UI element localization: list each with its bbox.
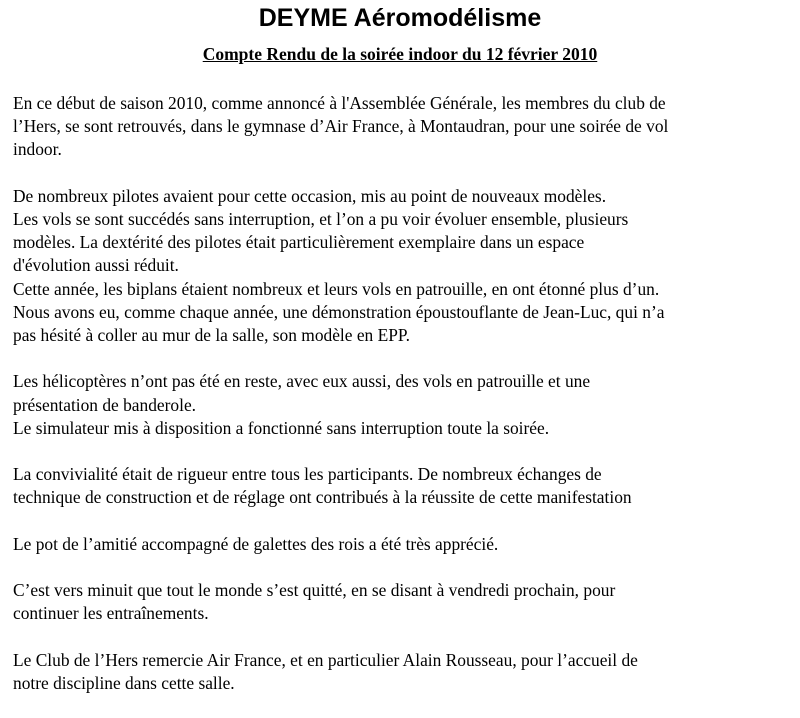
- paragraph-pot: [13, 533, 797, 556]
- text-line: présentation de banderole.: [13, 394, 197, 415]
- text-line: De nombreux pilotes avaient pour cette occasion, mis au point de nouveaux modèles.: [13, 185, 607, 206]
- page-title: DEYME Aéromodélisme: [258, 4, 542, 32]
- paragraph-helicopters: [13, 370, 797, 440]
- text-line: Le Club de l’Hers remercie Air France, et en particulier Alain Rousseau, pour l’accueil de: [13, 649, 638, 670]
- text-line: En ce début de saison 2010, comme annoncé à l'Assemblée Générale, les membres du club de: [13, 93, 666, 113]
- paragraph-pilots: [13, 185, 797, 347]
- article-body: [13, 92, 797, 718]
- text-line: indoor.: [13, 139, 62, 160]
- text-line: C’est vers minuit que tout le monde s’est quitté, en se disant à vendredi prochain, pour: [13, 580, 616, 601]
- text-line: pas hésité à coller au mur de la salle, son modèle en EPP.: [13, 325, 410, 346]
- text-line: l’Hers, se sont retrouvés, dans le gymnase d’Air France, à Montaudran, pour une soirée de vol: [13, 116, 669, 137]
- page-subtitle: Compte Rendu de la soirée indoor du 12 février 2010: [202, 44, 598, 64]
- text-line: Cette année, les biplans étaient nombreux et leurs vols en patrouille, en ont étonné plus d’un.: [13, 278, 660, 299]
- paragraph-intro: [13, 92, 797, 162]
- text-line: Le pot de l’amitié accompagné de galettes des rois a été très apprécié.: [13, 533, 499, 554]
- text-line: Nous avons eu, comme chaque année, une démonstration époustouflante de Jean-Luc, qui n’a: [13, 301, 665, 322]
- text-line: notre discipline dans cette salle.: [13, 672, 235, 693]
- text-line: modèles. La dextérité des pilotes était particulièrement exemplaire dans un espace: [13, 232, 585, 253]
- text-line: continuer les entraînements.: [13, 603, 209, 624]
- text-line: Les hélicoptères n’ont pas été en reste, avec eux aussi, des vols en patrouille et une: [13, 371, 591, 392]
- paragraph-midnight: [13, 579, 797, 625]
- text-line: d'évolution aussi réduit.: [13, 255, 179, 276]
- text-line: La convivialité était de rigueur entre tous les participants. De nombreux échanges de: [13, 464, 602, 485]
- text-line: Les vols se sont succédés sans interruption, et l’on a pu voir évoluer ensemble, plusieurs: [13, 209, 629, 229]
- paragraph-conviviality: [13, 463, 797, 509]
- text-line: technique de construction et de réglage ont contribués à la réussite de cette manifestation: [13, 487, 632, 508]
- text-line: Le simulateur mis à disposition a fonctionné sans interruption toute la soirée.: [13, 417, 550, 438]
- paragraph-thanks: [13, 649, 797, 695]
